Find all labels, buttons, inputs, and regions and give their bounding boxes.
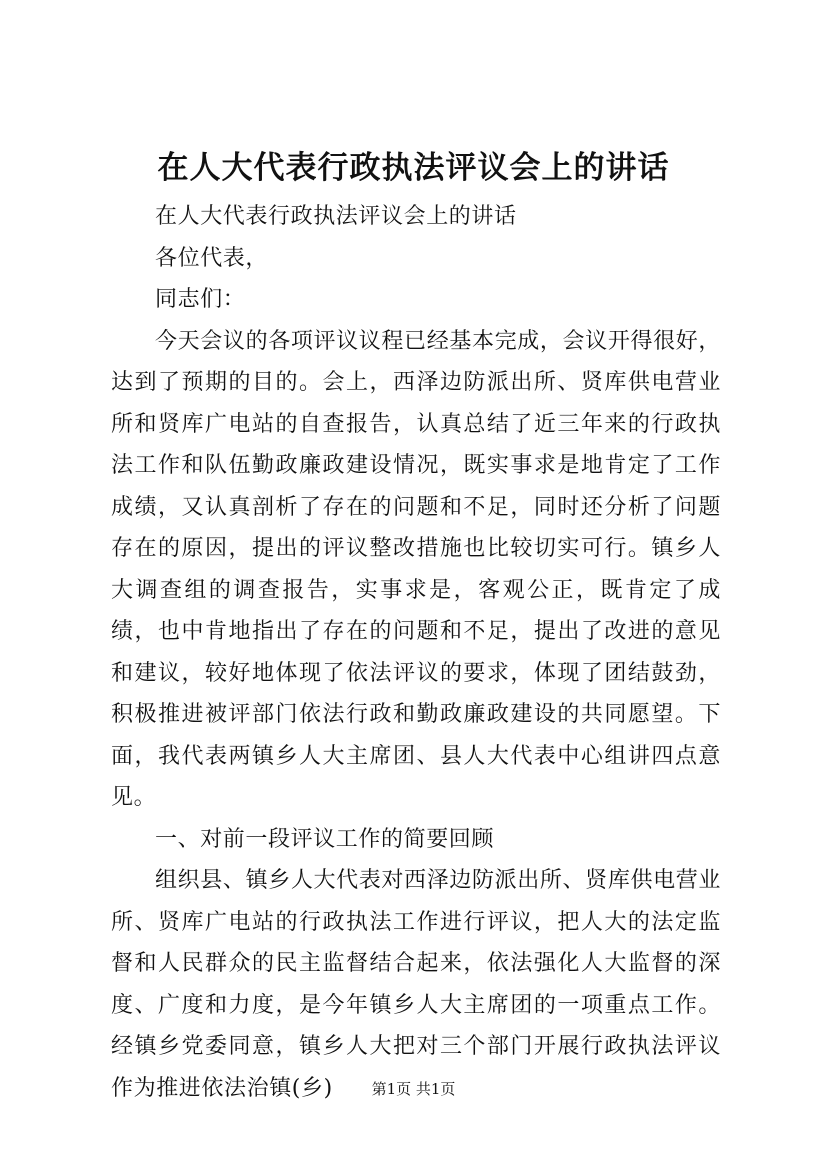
paragraph-salutation-comrades: 同志们： [155,287,246,312]
paragraph-subtitle: 在人大代表行政执法评议会上的讲话 [155,204,517,229]
paragraph-body-2: 组织县、镇乡人大代表对西泽边防派出所、贤库供电营业所、贤库广电站的行政执法工作进行评议，把人大的法定监督和人民群众的民主监督结合起来，依法强化人大监督的深度、广度和力度，是今年镇乡人大主席团的一项重点工作。经镇乡党委同意，镇乡人大把对三个部门开展行政执法评议作为推进依法治镇(乡) [111,868,721,1101]
page-footer: 第1页 共1页 [371,1080,456,1098]
document-body [111,196,721,1109]
paragraph-salutation-delegates: 各位代表， [155,245,269,271]
document-title: 在人大代表行政执法评议会上的讲话 [157,150,670,186]
section-heading-1: 一、对前一段评议工作的简要回顾 [155,826,495,852]
paragraph-body-1: 今天会议的各项评议议程已经基本完成，会议开得很好，达到了预期的目的。会上，西泽边防派出所、贤库供电营业所和贤库广电站的自查报告，认真总结了近三年来的行政执法工作和队伍勤政廉政建设情况，既实事求是地肯定了工作成绩，又认真剖析了存在的问题和不足，同时还分析了问题存在的原因，提出的评议整改措施也比较切实可行。镇乡人大调查组的调查报告，实事求是，客观公正，既肯定了成绩，也中肯地指出了存在的问题和不足，提出了改进的意见和建议，较好地体现了依法评议的要求，体现了团结鼓劲，积极推进被评部门依法行政和勤政廉政建设的共同愿望。下面，我代表两镇乡人大主席团、县人大代表中心组讲四点意见。 [111,328,721,810]
